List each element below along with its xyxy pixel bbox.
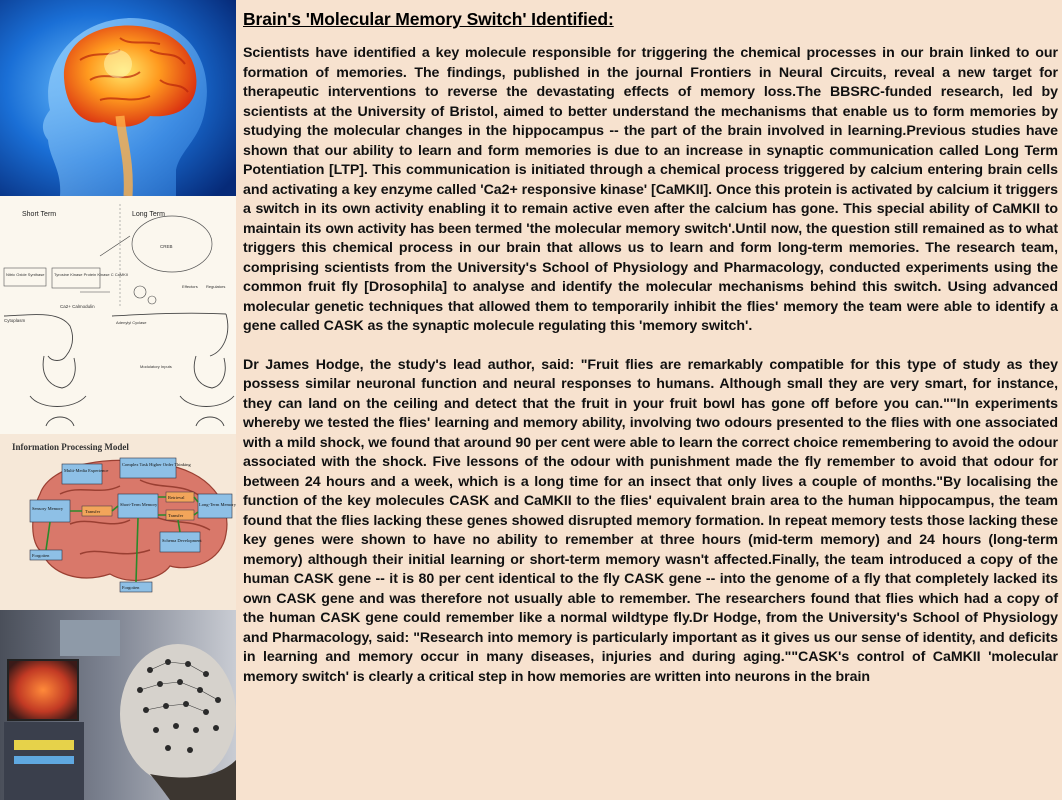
ipm-title: Information Processing Model [12, 442, 129, 452]
article-column [236, 0, 1058, 800]
information-processing-diagram [0, 434, 236, 610]
article-title: Brain's 'Molecular Memory Switch' Identified: [243, 9, 614, 29]
ipm-transfer-2: Transfer [168, 513, 184, 518]
label-cytoplasm: Cytoplasm [4, 318, 26, 323]
ipm-complex: Complex Task Higher Order Thinking [122, 462, 191, 467]
ltp-synapse-diagram [0, 196, 236, 434]
article-paragraph-2: Dr James Hodge, the study's lead author, said: "Fruit flies are remarkably compatible for this type of study as they possess similar neuronal function and neural responses to humans. Although small they are very smart, for instance, they can land on the ceiling and detect that the fruit in your fruit bowl has gone off before you can.""In experiments whereby we tested the flies' learning and memory ability, involving two odours presented to the flies with one associated with a mild shock, we found that around 90 per cent were able to learn the correct choice remembering to avoid the odour associated with the shock. Five lessons of the odour with punishment made the fly remember to avoid that odour for between 24 hours and a week, which is a long time for an insect that only lives a couple of months."By localising the function of the key molecules CASK and CaMKII to the flies' equivalent brain area to the human hippocampus, the team found that the flies lacking these genes showed disrupted memory formation. In repeat memory tests those lacking these key genes were shown to have no ability to remember at three hours (mid-term memory) and 24 hours (long-term memory) although their initial learning or short-term memory wasn't affected.Finally, the team introduced a copy of the human CASK gene -- it is 80 per cent identical to the fly CASK gene -- into the genome of a fly that completely lacked its own CASK gene and was therefore not usually able to remember. The researchers found that flies which had a copy of the human CASK gene could remember like a normal wildtype fly.Dr Hodge, from the University's School of Physiology and Pharmacology, said: "Research into memory is particularly important as it gives us our sense of identity, and deficits in learning and memory occur in many diseases, injuries and during aging.""CASK's control of CaMKII 'molecular memory switch' is clearly a critical step in how memories are written into neurons in the brain [243, 356, 1058, 685]
brain-illustration [0, 0, 236, 196]
ipm-short-term: Short-Term Memory [120, 502, 158, 507]
label-creb: CREB [160, 244, 173, 249]
image-column [0, 0, 236, 800]
ipm-multimedia: Multi-Media Experience [64, 468, 109, 473]
label-modulatory: Modulatory Inputs [140, 364, 172, 369]
label-effectors: Effectors [182, 284, 198, 289]
eeg-cap-photo [0, 610, 236, 800]
label-adenylyl: Adenylyl Cyclase [116, 320, 147, 325]
ipm-forgotten-1: Forgotten [32, 553, 50, 558]
label-nitric-oxide: Nitric Oxide Synthase [6, 272, 45, 277]
label-long-term: Long Term [132, 211, 165, 218]
label-calmodulin: Ca2+ Calmodulin [60, 304, 95, 309]
label-short-term: Short Term [22, 211, 57, 218]
ipm-forgotten-2: Forgotten [122, 585, 140, 590]
article-paragraph-1: Scientists have identified a key molecule responsible for triggering the chemical processes in our brain linked to our formation of memories. The findings, published in the journal Frontiers in Neural Circuits, reveal a new target for therapeutic interventions to reverse the devastating effects of memory loss.The BBSRC-funded research, led by scientists at the University of Bristol, aimed to better understand the mechanisms that enable us to form memories by studying the molecular changes in the hippocampus -- the part of the brain involved in learning.Previous studies have shown that our ability to learn and form memories is due to an increase in synaptic communication called Long Term Potentiation [LTP]. This communication is initiated through a chemical process triggered by calcium entering brain cells and activating a key enzyme called 'Ca2+ responsive kinase' [CaMKII]. Once this protein is activated by calcium it triggers a switch in its own activity enabling it to remain active even after the calcium has gone. This special ability of CaMKII to maintain its own activity has been termed 'the molecular memory switch'.Until now, the question still remained as to what triggers this chemical process in our brain that allows us to learn and form long-term memories. The research team, comprising scientists from the University's School of Physiology and Pharmacology, conducted experiments using the common fruit fly [Drosophila] to analyse and identify the molecular mechanisms behind this switch. Using advanced molecular genetic techniques that allowed them to temporarily inhibit the flies' memory the team were able to identify a gene called CASK as the synaptic molecule regulating this 'memory switch'. [243, 45, 1058, 334]
label-tyrosine-kinase: Tyrosine Kinase Protein Kinase C CaMKII [54, 272, 129, 277]
label-regulators: Regulators [206, 284, 226, 289]
ipm-transfer-1: Transfer [85, 509, 101, 514]
ipm-sensory: Sensory Memory [32, 506, 64, 511]
ipm-schema: Schema Development [162, 538, 202, 543]
ipm-long-term: Long-Term Memory [199, 502, 236, 507]
ipm-retrieval: Retrieval [168, 495, 185, 500]
